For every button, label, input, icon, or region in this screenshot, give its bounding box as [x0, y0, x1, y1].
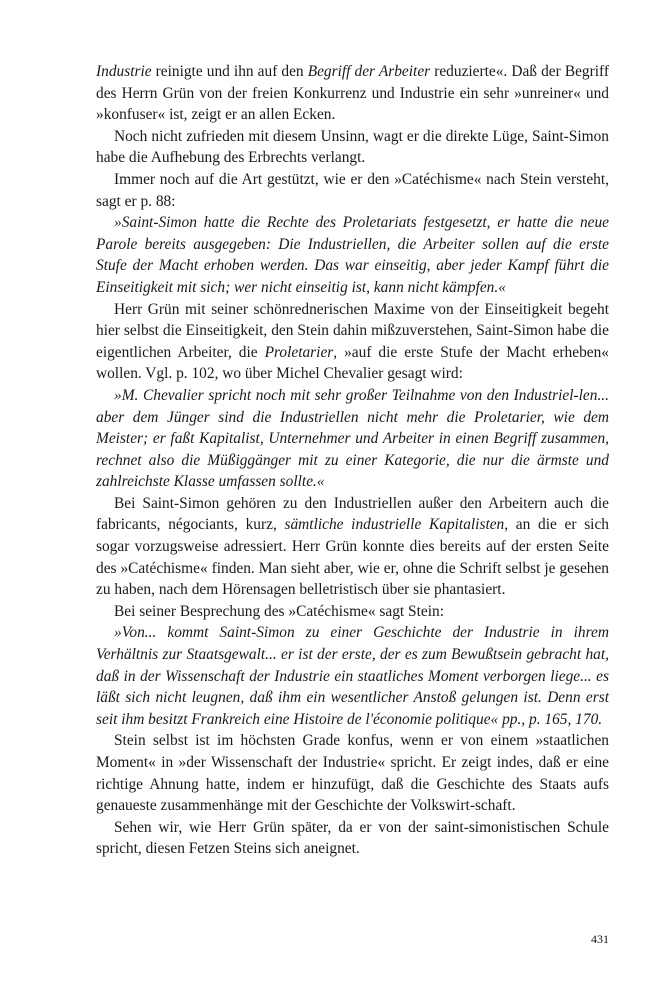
emphasis-industrie: Industrie: [96, 63, 152, 80]
paragraph-5: [96, 299, 609, 385]
paragraph-5-text-a: Herr Grün mit seiner schönrednerischen Maxime von der Einseitigkeit begeht hier selbst die Einseitigkeit, den Stein dahin mißzuverstehen, Saint-Simon habe die eigentlichen Arbeiter, die: [96, 300, 609, 361]
emphasis-kapitalisten: sämtliche industrielle Kapitalisten: [284, 516, 505, 534]
paragraph-1-text-b: reduzierte«. Daß der Begriff des Herrn Grün von der freien Konkurrenz und Industrie ein sehr »unreiner« und »konfuser« ist, zeigt er an allen Ecken.: [96, 63, 609, 124]
paragraph-1-text-a: reinigte und ihn auf den: [151, 63, 308, 80]
paragraph-7: [96, 493, 609, 601]
paragraph-8: Bei seiner Besprechung des »Catéchisme« sagt Stein:: [114, 602, 444, 620]
paragraph-10: Stein selbst ist im höchsten Grade konfus, wenn er von einem »staatlichen Moment« in »der Wissenschaft der Industrie« spricht. Er zeigt indes, daß er eine richtige Ahnung hatte, indem er hinzufügt, daß die Geschichte des Staats aufs genaueste zusammenhänge mit der Geschichte der Volkswirt-schaft.: [96, 732, 609, 815]
paragraph-7-text-a: Bei Saint-Simon gehören zu den Industriellen außer den Arbeitern auch die fabricants, négociants, kurz,: [96, 494, 609, 534]
block-quote-3: »Von... kommt Saint-Simon zu einer Geschichte der Industrie in ihrem Verhältnis zur Staatsgewalt... er ist der erste, der es zum Bewußtsein gebracht hat, daß in der Wissenschaft der Industrie ein staatliches Moment verborgen liege... es läßt sich nicht leugnen, daß ihm ein wesentlicher Anstoß gelungen ist. Denn erst seit ihm besitzt Frankreich eine Histoire de l'économie politique« pp., p. 165, 170.: [96, 624, 609, 728]
paragraph-11: Sehen wir, wie Herr Grün später, da er von der saint-simonistischen Schule spricht, diesen Fetzen Steins sich aneignet.: [96, 818, 609, 858]
emphasis-begriff-der-arbeiter: Begriff der Arbeiter: [307, 63, 431, 80]
block-quote-2: »M. Chevalier spricht noch mit sehr großer Teilnahme von den Industriel-len... aber dem Jünger sind die Industriellen nicht mehr die Proletarier, wie dem Meister; er faßt Kapitalist, Unternehmer und Arbeiter in einen Begriff zusammen, rechnet also die Müßiggänger mit zu einer Kategorie, die nur die ärmste und zahlreichste Klasse umfassen sollte.«: [96, 386, 609, 491]
paragraph-2: Noch nicht zufrieden mit diesem Unsinn, wagt er die direkte Lüge, Saint-Simon habe die Aufhebung des Erbrechts verlangt.: [96, 127, 609, 167]
paragraph-3: Immer noch auf die Art gestützt, wie er den »Catéchisme« nach Stein versteht, sagt er p. 88:: [96, 170, 609, 210]
paragraph-1: [96, 61, 609, 126]
paragraph-7-text-b: , an die er sich sogar vorzugsweise adressiert. Herr Grün konnte dies bereits auf der ersten Seite des »Catéchisme« finden. Man sieht aber, wie er, ohne die Schrift selbst je gesehen zu haben, nach dem Hörensagen belletristisch über sie phantasiert.: [96, 516, 609, 599]
block-quote-1: »Saint-Simon hatte die Rechte des Proletariats festgesetzt, er hatte die neue Parole bereits ausgegeben: Die Industriellen, die Arbeiter sollen auf die erste Stufe der Macht erhoben werden. Das war einseitig, aber jeder Kampf führt die Einseitigkeit mit sich; wer nicht einseitig ist, kann nicht kämpfen.«: [96, 214, 609, 296]
emphasis-proletarier: Proletarier: [264, 343, 334, 361]
page-number: 431: [591, 932, 609, 946]
paragraph-5-text-b: , »auf die erste Stufe der Macht erheben« wollen. Vgl. p. 102, wo über Michel Chevalier gesagt wird:: [96, 343, 609, 383]
body-text: [96, 61, 609, 860]
